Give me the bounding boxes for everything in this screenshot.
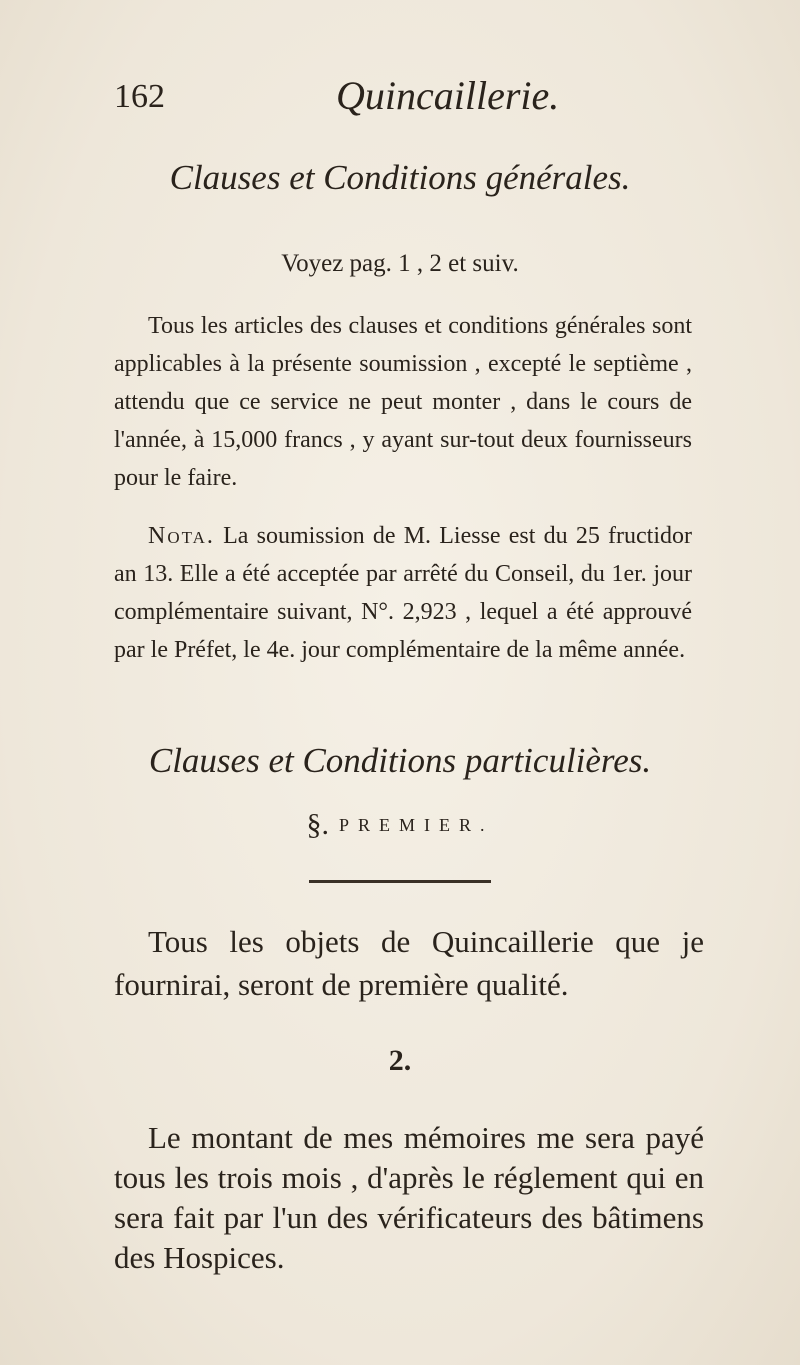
nota-text: La soumission de M. Liesse est du 25 fructidor an 13. Elle a été acceptée par arrêté du Conseil, du 1er. jour complémentaire suivant, N°. 2,923 , lequel a été approuvé par le Préfet, le 4e. jour complémentaire de la même année. — [114, 523, 693, 663]
section-divider — [309, 880, 491, 883]
article-2: Le montant de mes mémoires me sera payé tous les trois mois , d'après le réglement qui en sera fait par l'un des vérificateurs des bâtimens des Hospices. — [114, 1120, 704, 1275]
general-clauses-paragraph: Tous les articles des clauses et conditions générales sont applicables à la présente soumission , excepté le septième , attendu que ce service ne peut monter , dans le cours de l'année, à 15,000 francs , y ayant sur-tout deux fournisseurs pour le faire. — [114, 313, 692, 491]
running-head: Quincaillerie. — [336, 73, 560, 118]
page-reference: Voyez pag. 1 , 2 et suiv. — [281, 250, 519, 277]
page-header — [114, 72, 674, 132]
section-label: PREMIER. — [338, 815, 494, 835]
general-clauses-title: Clauses et Conditions générales. — [169, 158, 631, 197]
particular-clauses-title: Clauses et Conditions particulières. — [148, 741, 652, 780]
nota-paragraph — [114, 517, 692, 669]
article-1: Tous les objets de Quincaillerie que je fournirai, seront de première qualité. — [114, 924, 704, 1002]
article-2-number: 2. — [388, 1044, 412, 1077]
page-number: 162 — [114, 78, 165, 115]
section-heading — [0, 808, 800, 842]
nota-label: Nota. — [148, 523, 215, 549]
section-symbol: §. — [306, 808, 329, 841]
